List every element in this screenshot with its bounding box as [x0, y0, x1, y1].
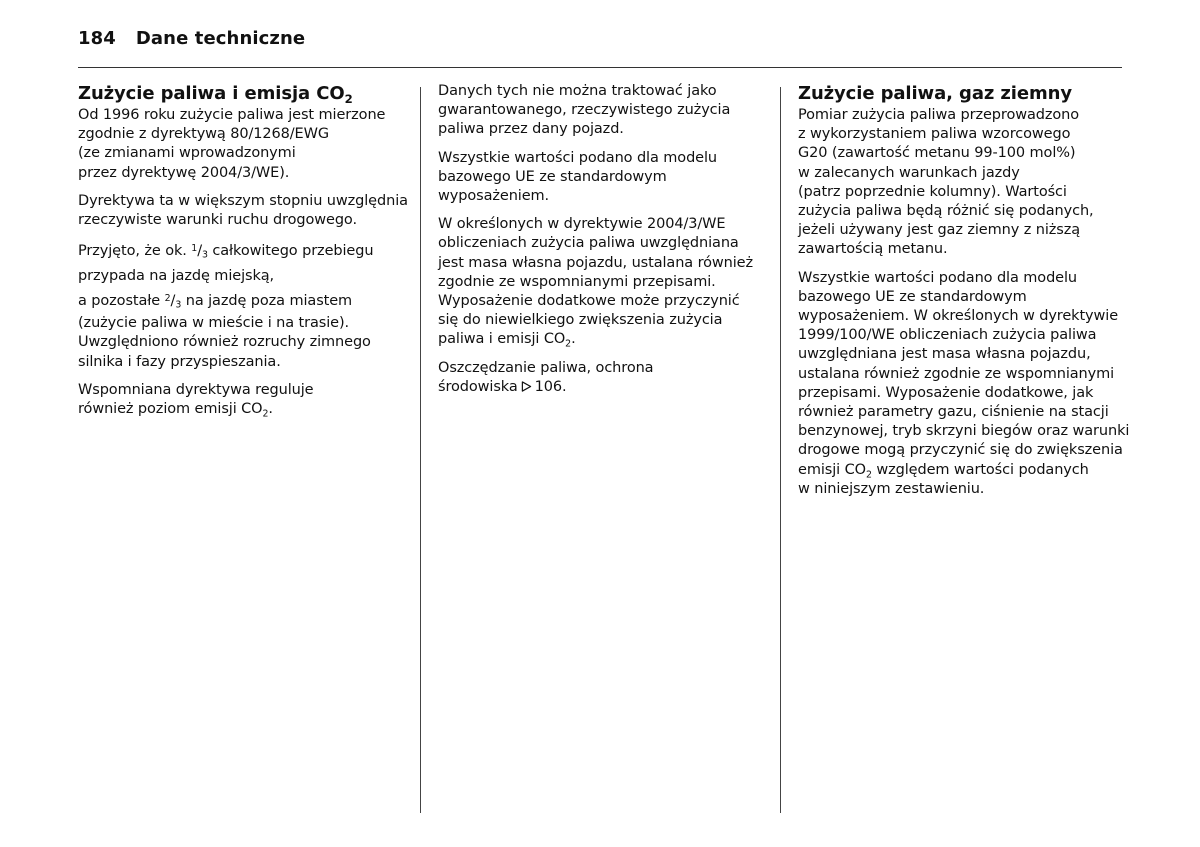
text-line: zużycia paliwa będą różnić się podanych, — [798, 203, 1094, 220]
page-title: Dane techniczne — [135, 28, 306, 49]
paragraph — [78, 106, 408, 183]
text-line: wyposażeniem. — [438, 188, 550, 205]
text-line: jeżeli używany jest gaz ziemny z niższą — [798, 222, 1081, 239]
text-line: bazowego UE ze standardowym — [438, 168, 667, 185]
text-line: zawartością metanu. — [798, 241, 948, 258]
text-line: rzeczywiste warunki ruchu drogowego. — [78, 212, 357, 229]
text-line: wyposażeniem. W określonych w dyrektywie — [798, 308, 1119, 325]
cross-reference-link[interactable]: środowiska 106. — [438, 378, 567, 395]
text-line: przepisami. Wyposażenie dodatkowe, jak — [798, 384, 1094, 401]
text-line: Od 1996 roku zużycie paliwa jest mierzone — [78, 107, 386, 123]
text-line: (zużycie paliwa w mieście i na trasie). — [78, 315, 350, 332]
text-line: Wszystkie wartości podano dla modelu — [798, 269, 1078, 286]
page-number: 184 — [78, 28, 116, 49]
text-line: gwarantowanego, rzeczywistego zużycia — [438, 102, 731, 119]
text-line: przez dyrektywę 2004/3/WE). — [78, 164, 290, 181]
text-line: (ze zmianami wprowadzonymi — [78, 145, 296, 162]
column-divider-2 — [780, 87, 781, 813]
page-header — [78, 28, 305, 49]
text-line: a pozostałe $^2$/3 na jazdę poza miastem — [78, 292, 353, 311]
paragraph — [438, 359, 768, 397]
text-line: Wspomniana dyrektywa reguluje — [78, 381, 314, 398]
text-line: silnika i fazy przyspieszania. — [78, 353, 281, 370]
text-line: z wykorzystaniem paliwa wzorcowego — [798, 126, 1071, 143]
text-line: W określonych w dyrektywie 2004/3/WE — [438, 216, 726, 233]
text-line: Wszystkie wartości podano dla modelu — [438, 149, 718, 166]
text-line: zgodnie z dyrektywą 80/1268/EWG — [78, 126, 329, 143]
paragraph — [798, 106, 1136, 260]
paragraph — [798, 269, 1136, 499]
section-heading-natural-gas: Zużycie paliwa, gaz ziemny — [798, 83, 1072, 104]
text-line: się do niewielkiego zwiększenia zużycia — [438, 312, 723, 329]
text-line: Oszczędzanie paliwa, ochrona — [438, 359, 654, 376]
column-divider-1 — [420, 87, 421, 813]
text-line: paliwa i emisji $CO_2$. — [438, 331, 576, 350]
paragraph — [78, 381, 408, 419]
paragraph — [78, 192, 408, 230]
text-line: Wyposażenie dodatkowe może przyczynić — [438, 293, 740, 310]
text-line: Uwzględniono również rozruchy zimnego — [78, 334, 371, 351]
text-line: (patrz poprzednie kolumny). Wartości — [798, 183, 1067, 200]
column-2 — [438, 82, 768, 406]
header-rule — [78, 67, 1122, 68]
text-line: w niniejszym zestawieniu. — [798, 480, 985, 497]
text-line: Dyrektywa ta w większym stopniu uwzględnia — [78, 192, 408, 209]
text-line: bazowego UE ze standardowym — [798, 288, 1027, 305]
column-3 — [798, 80, 1136, 508]
text-line: uwzględniana jest masa własna pojazdu, — [798, 346, 1091, 363]
column-1 — [78, 80, 408, 428]
paragraph — [438, 82, 768, 140]
text-line: jest masa własna pojazdu, ustalana również — [438, 254, 754, 271]
text-line: Przyjęto, że ok. $^1$/3 całkowitego przebiegu — [78, 242, 374, 261]
arrow-right-outline-icon — [521, 381, 532, 392]
text-line: w zalecanych warunkach jazdy — [798, 164, 1020, 181]
text-line: zgodnie ze wspomnianymi przepisami. — [438, 273, 716, 290]
text-line: przypada na jazdę miejską, — [78, 268, 275, 285]
section-heading-fuel-consumption-co2: Zużycie paliwa i emisja $CO_2$ — [78, 83, 353, 107]
text-line: również poziom emisji $CO_2$. — [78, 401, 273, 420]
text-line: również parametry gazu, ciśnienie na stacji — [798, 404, 1109, 421]
text-line: Pomiar zużycia paliwa przeprowadzono — [798, 107, 1080, 123]
text-line: G20 (zawartość metanu 99-100 mol%) — [798, 145, 1076, 162]
paragraph — [438, 149, 768, 207]
text-line: emisji $CO_2$ względem wartości podanych — [798, 461, 1089, 480]
paragraph — [438, 215, 768, 349]
text-line: ustalana również zgodnie ze wspomnianymi — [798, 365, 1115, 382]
text-line: Danych tych nie można traktować jako — [438, 83, 717, 99]
text-line: paliwa przez dany pojazd. — [438, 121, 624, 138]
text-line: obliczeniach zużycia paliwa uwzględniana — [438, 235, 739, 252]
paragraph — [78, 239, 408, 372]
text-line: drogowe mogą przyczynić się do zwiększenia — [798, 442, 1123, 459]
text-line: benzynowej, tryb skrzyni biegów oraz warunki — [798, 423, 1130, 440]
text-line: 1999/100/WE obliczeniach zużycia paliwa — [798, 327, 1097, 344]
